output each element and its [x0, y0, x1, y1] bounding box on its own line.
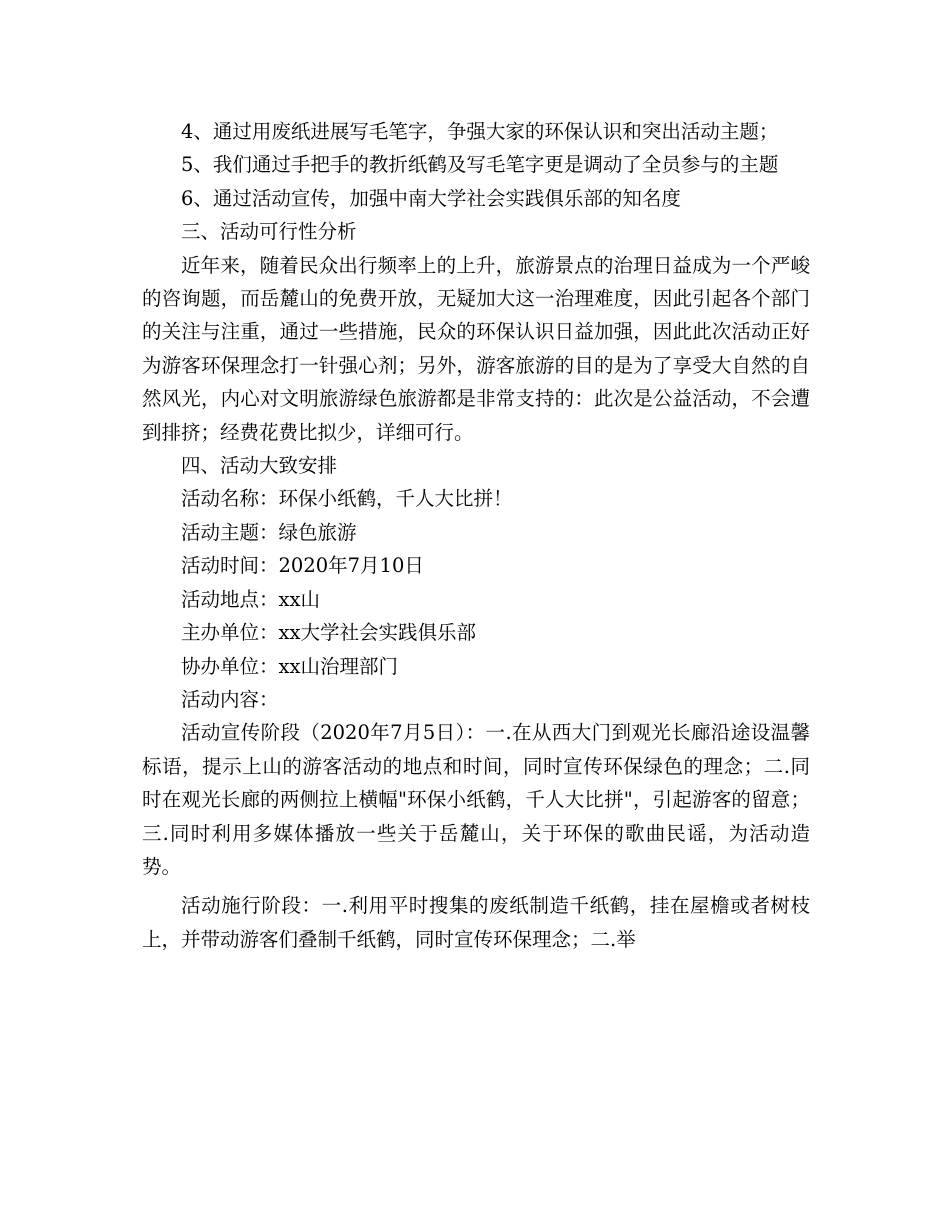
paragraph-item-4: 4、通过用废纸进展写毛笔字，争强大家的环保认识和突出活动主题； [181, 120, 779, 143]
activity-content-label: 活动内容： [181, 687, 279, 711]
activity-theme: 活动主题：绿色旅游 [181, 520, 357, 544]
paragraph-promotion-stage: 活动宣传阶段（2020年7月5日）：一.在从西大门到观光长廊沿途设温馨标语，提示上山的游客活动的地点和时间，同时宣传环保绿色的理念；二.同时在观光长廊的两侧拉上横幅"环保小纸鹤，千人大比拼"，引起游客的留意；三.同时利用多媒体播放一些关于岳麓山，关于环保的歌曲民谣，为活动造势。 [142, 721, 810, 878]
activity-organizer: 主办单位：xx大学社会实践俱乐部 [181, 621, 476, 645]
paragraph-feasibility-analysis: 近年来，随着民众出行频率上的上升，旅游景点的治理日益成为一个严峻的咨询题，而岳麓山的免费开放，无疑加大这一治理难度，因此引起各个部门的关注与注重，通过一些措施，民众的环保认识日益加强，因此此次活动正好为游客环保理念打一针强心剂；另外，游客旅游的目的是为了享受大自然的自然风光，内心对文明旅游绿色旅游都是非常支持的：此次是公益活动，不会遭到排挤；经费花费比拟少，详细可行。 [142, 253, 810, 444]
section-heading-arrangement: 四、活动大致安排 [181, 454, 338, 478]
document-body [142, 115, 810, 956]
activity-location: 活动地点：xx山 [181, 587, 320, 611]
activity-name: 活动名称：环保小纸鹤，千人大比拼！ [181, 487, 513, 511]
activity-time: 活动时间：2020年7月10日 [181, 554, 424, 578]
section-heading-feasibility: 三、活动可行性分析 [181, 220, 357, 244]
paragraph-item-5: 5、我们通过手把手的教折纸鹤及写毛笔字更是调动了全员参与的主题 [181, 153, 779, 177]
paragraph-implementation-stage: 活动施行阶段：一.利用平时搜集的废纸制造千纸鹤，挂在屋檐或者树枝上，并带动游客们叠制千纸鹤，同时宣传环保理念；二.举 [142, 894, 810, 951]
paragraph-item-6: 6、通过活动宣传，加强中南大学社会实践俱乐部的知名度 [181, 186, 681, 210]
activity-co-organizer: 协办单位：xx山治理部门 [181, 654, 398, 678]
